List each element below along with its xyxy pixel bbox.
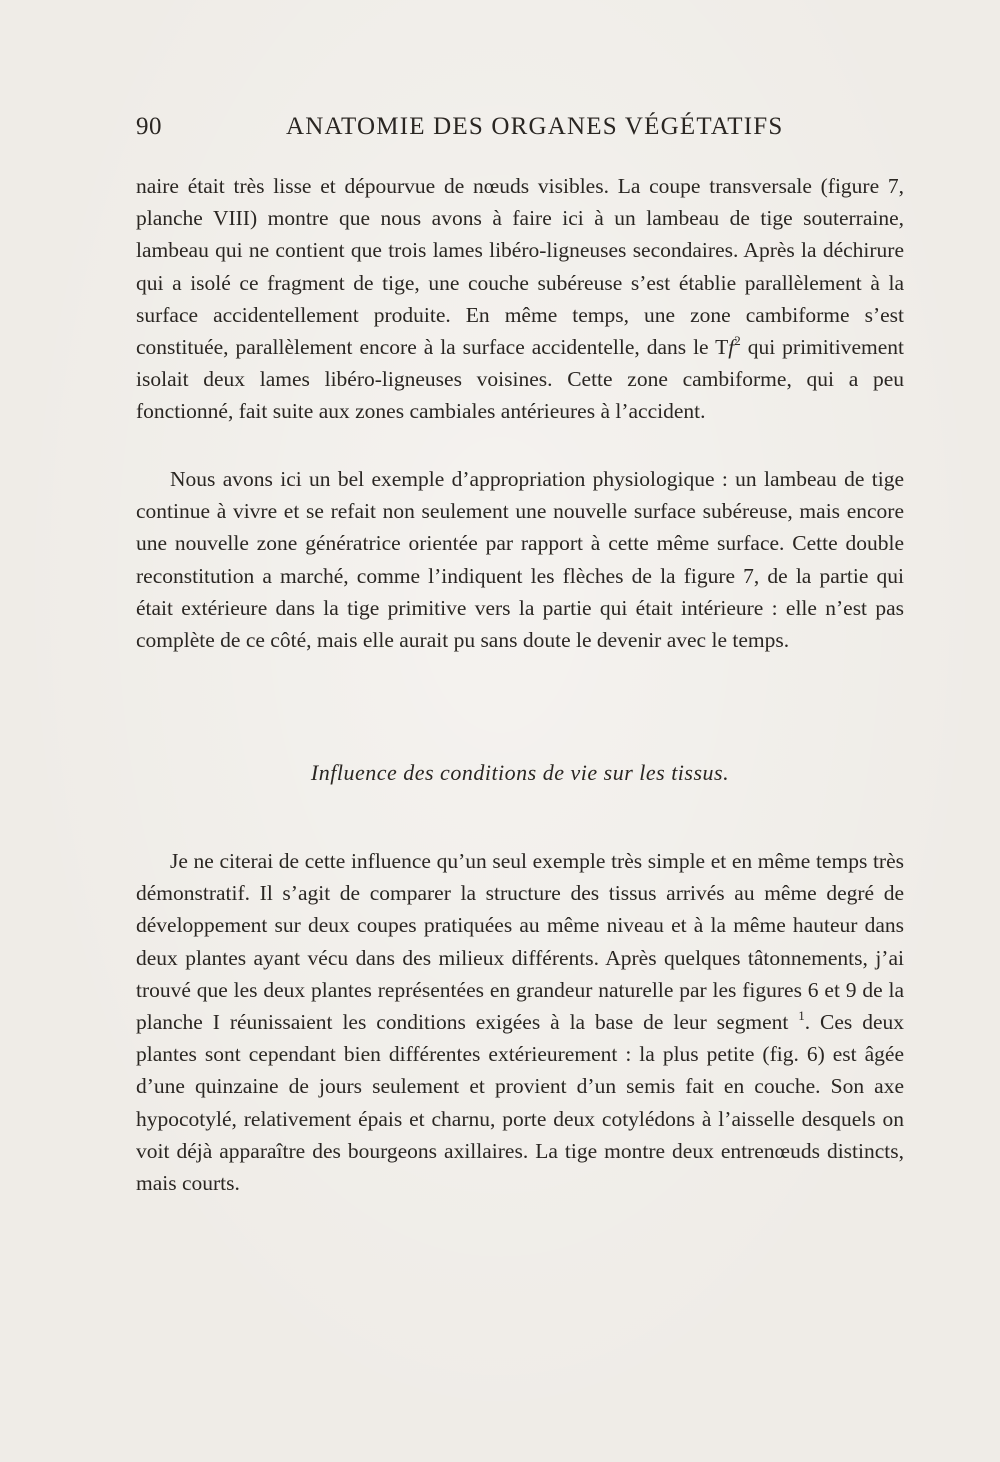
page-header — [136, 113, 904, 149]
running-title: ANATOMIE DES ORGANES VÉGÉTATIFS — [286, 113, 784, 140]
paragraph-1 — [136, 170, 904, 428]
paragraph-3-text-b: . Ces deux plantes sont cependant bien différentes extérieurement : la plus petite (fig. 6) est âgée d’une quinzaine de jours seulement et provient d’un semis fait en couche. Son axe hypocotylé, relativement épais et charnu, porte deux cotylédons à l’aisselle desquels on voit déjà apparaître des bourgeons axillaires. La tige montre deux entrenœuds distincts, mais courts. — [136, 1010, 904, 1196]
paragraph-block-2 — [136, 463, 904, 656]
paragraph-block-3 — [136, 845, 904, 1199]
paragraph-1-text-a: naire était très lisse et dépourvue de nœuds visibles. La coupe transversale (figure 7, planche VIII) montre que nous avons à faire ici à un lambeau de tige souterraine, lambeau qui ne contient que trois lames libéro-ligneuses secondaires. Après la déchirure qui a isolé ce fragment de tige, une couche subéreuse s’est établie parallèlement à la surface accidentellement produite. En même temps, une zone cambiforme s’est constituée, parallèlement encore à la surface accidentelle, dans le T — [136, 174, 904, 360]
paragraph-1-text-b: qui primitivement isolait deux lames libéro-ligneuses voisines. Cette zone cambiforme, qui a peu fonctionné, fait suite aux zones cambiales antérieures à l’accident. — [136, 335, 904, 424]
paragraph-3-text-a: Je ne citerai de cette influence qu’un seul exemple très simple et en même temps très démonstratif. Il s’agit de comparer la structure des tissus arrivés au même degré de développement sur deux coupes pratiquées au même niveau et à la même hauteur dans deux plantes ayant vécu dans des milieux différents. Après quelques tâtonnements, j’ai trouvé que les deux plantes représentées en grandeur naturelle par les figures 6 et 9 de la planche I réunissaient les conditions exigées à la base de leur segment — [136, 849, 904, 1035]
paragraph-continuation — [136, 170, 904, 428]
section-heading: Influence des conditions de vie sur les tissus. — [310, 760, 730, 785]
paragraph-1-superscript: 2 — [734, 333, 741, 349]
page-number: 90 — [136, 113, 162, 140]
footnote-marker: 1 — [798, 1008, 805, 1024]
paragraph-2: Nous avons ici un bel exemple d’appropriation physiologique : un lambeau de tige continue à vivre et se refait non seulement une nouvelle surface subéreuse, mais encore une nouvelle zone génératrice orientée par rapport à cette même surface. Cette double reconstitution a marché, comme l’indiquent les flèches de la figure 7, de la partie qui était extérieure dans la tige primitive vers la partie qui était intérieure : elle n’est pas complète de ce côté, mais elle aurait pu sans doute le devenir avec le temps. — [136, 467, 904, 653]
paragraph-3 — [136, 845, 904, 1199]
paragraph-1-italic-f: f — [728, 335, 735, 360]
